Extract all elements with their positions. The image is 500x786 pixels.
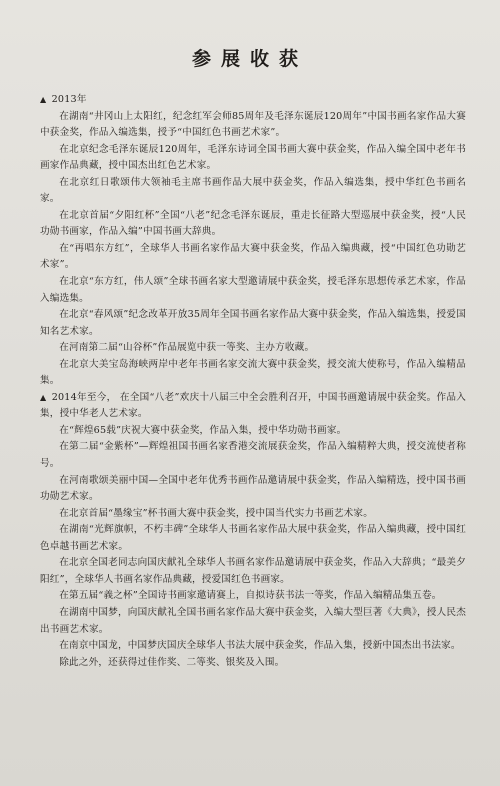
award-paragraph: 在湖南“光辉旗帜，不朽丰碑”全球华人书画名家作品大展中获金奖，作品入编典藏，授中国红色卓越书画艺术家。	[40, 524, 466, 552]
section-heading-text: 2013年	[51, 94, 87, 105]
award-paragraph: 在第二届“金紫杯”—辉煌祖国书画名家香港交流展获金奖，作品入编精粹大典，授交流使者称号。	[40, 441, 466, 470]
award-paragraph: 在南京中国龙，中国梦庆国庆全球华人书法大展中获金奖，作品入集，授新中国杰出书法家。	[59, 640, 461, 652]
award-paragraph: 在北京“东方红，伟人颂”全球书画名家大型邀请展中获金奖，授毛泽东思想传承艺术家，作品入编选集。	[40, 276, 466, 304]
triangle-marker-icon: ▲	[40, 95, 47, 104]
section-heading-2014	[40, 390, 466, 423]
document-body	[40, 92, 466, 671]
award-paragraph: 在湖南中国梦，向国庆献礼全国书画名家作品大赛中获金奖，入编大型巨著《大典》，授人民杰出书画艺术家。	[40, 606, 466, 635]
triangle-marker-icon: ▲	[40, 392, 47, 402]
page-title: 参展收获	[191, 48, 308, 70]
award-paragraph: 在北京纪念毛泽东诞辰120周年，毛泽东诗词全国书画大赛中获金奖，作品入编全国中老年书画家作品典藏，授中国杰出红色艺术家。	[40, 143, 466, 172]
section-heading-text: 2014年至今，	[51, 391, 117, 403]
award-paragraph: 在北京全国老同志向国庆献礼全球华人书画名家作品邀请展中获金奖，作品入大辞典；“最美夕阳红”，全球华人书画名家作品典藏，授爱国红色书画家。	[40, 557, 466, 585]
award-paragraph: 在北京首届“墨缘宝”杯书画大赛中获金奖，授中国当代实力书画艺术家。	[59, 507, 374, 519]
award-paragraph: 在“再唱东方红”，全球华人书画名家作品大赛中获金奖，作品入编典藏，授“中国红色功勋艺术家”。	[40, 242, 466, 271]
section-heading-continuation: 在全国“八老”欢庆十八届三中全会胜利召开，中国书画邀请展中获金奖。作品入集，授中华老人艺术家。	[40, 391, 467, 420]
award-paragraph: 在第五届“義之杯”全国诗书画家邀请赛上，自拟诗获书法一等奖，作品入编精品集五卷。	[59, 590, 442, 602]
award-paragraph: 在北京“春风颂”纪念改革开放35周年全国书画名家作品大赛中获金奖，作品入编选集，授爱国知名艺术家。	[40, 309, 466, 337]
award-paragraph: 在北京红日歌颂伟大领袖毛主席书画作品大展中获金奖，作品入编选集，授中华红色书画名家。	[40, 176, 466, 205]
closing-paragraph: 除此之外，还获得过佳作奖、二等奖、银奖及入围。	[59, 656, 285, 668]
award-paragraph: 在北京大美宝岛海峡两岸中老年书画名家交流大赛中获金奖，授交流大使称号，作品入编精品集。	[40, 358, 466, 387]
award-paragraph: 在河南第二届“山谷杯”作品展览中获一等奖、主办方收藏。	[59, 342, 315, 354]
section-heading-2013	[40, 92, 466, 109]
award-paragraph: 在北京首届“夕阳红杯”全国“八老”纪念毛泽东诞辰，重走长征路大型巡展中获金奖，授“人民功勋书画家，作品入编”中国书画大辞典。	[40, 209, 466, 238]
award-paragraph: 在湖南“井冈山上太阳红，纪念红军会师85周年及毛泽东诞辰120周年”中国书画名家作品大赛中获金奖，作品入编选集，授予“中国红色书画艺术家”。	[40, 110, 466, 139]
award-paragraph: 在河南歌颂美丽中国—全国中老年优秀书画作品邀请展中获金奖，作品入编精选，授中国书画功勋艺术家。	[40, 474, 466, 503]
award-paragraph: 在“辉煌65载”庆祝大赛中获金奖，作品入集，授中华功勋书画家。	[59, 424, 347, 436]
